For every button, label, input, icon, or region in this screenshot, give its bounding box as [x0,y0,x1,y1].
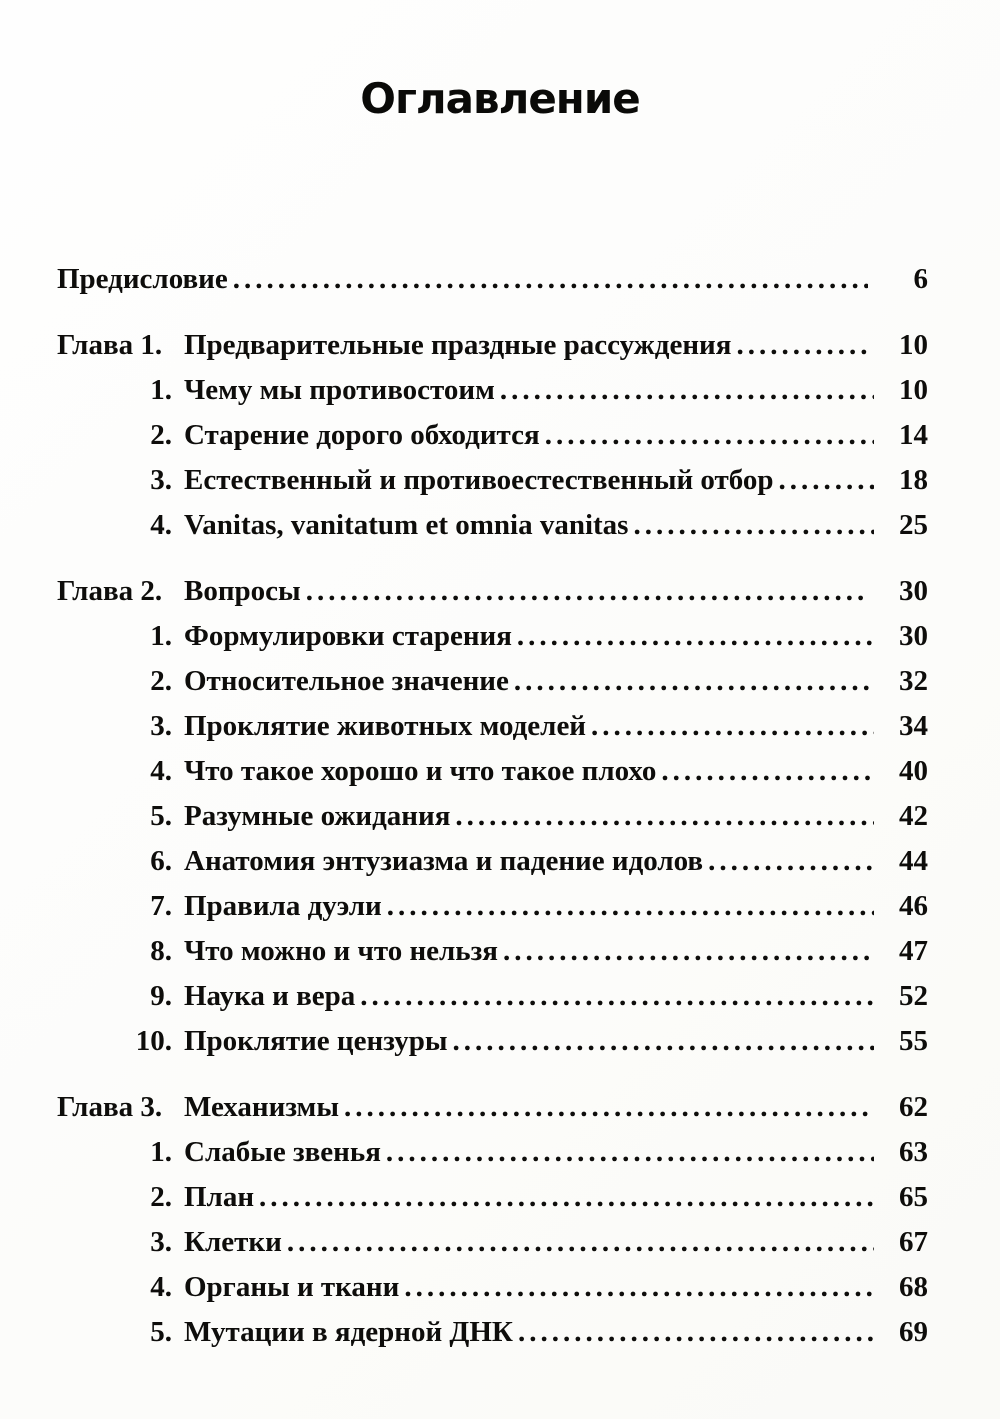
toc-entry [57,614,928,659]
entry-page: 42 [899,800,928,832]
entry-title: Формулировки старения [184,620,512,652]
entry-title: Что такое хорошо и что такое плохо [184,755,657,787]
toc-entry [57,1175,928,1220]
toc-entry [57,659,928,704]
entry-page: 14 [899,419,928,451]
entry-title: План [184,1181,255,1213]
toc-entry [57,884,928,929]
dot-leader [382,884,874,929]
entry-title: Органы и ткани [184,1271,400,1303]
entry-title: Слабые звенья [184,1136,381,1168]
entry-number: 5. [150,800,172,832]
entry-number: 9. [150,980,172,1012]
entry-number: 2. [150,1181,172,1213]
entry-page: 44 [899,845,928,877]
entry-title: Вопросы [184,575,301,607]
entry-page: 30 [899,620,928,652]
entry-number: 1. [150,620,172,652]
entry-page: 52 [899,980,928,1012]
entry-title: Проклятие животных моделей [184,710,587,742]
page-title: Оглавление [360,74,640,123]
entry-page: 63 [899,1136,928,1168]
entry-number: 4. [150,755,172,787]
entry-number: Глава 1. [57,329,163,361]
entry-page: 10 [899,374,928,406]
dot-leader [381,1130,874,1175]
entry-page: 69 [899,1316,928,1348]
dot-leader [254,1175,874,1220]
entry-page: 10 [899,329,928,361]
toc-entry [57,1265,928,1310]
entry-title: Чему мы противостоим [184,374,495,406]
dot-leader [513,1310,874,1355]
entry-page: 47 [899,935,928,967]
entry-page: 32 [899,665,928,697]
dot-leader [628,503,874,548]
dot-leader [509,659,874,704]
toc-entry [57,794,928,839]
entry-number: Глава 3. [57,1091,163,1123]
entry-title: Естественный и противоестественный отбор [184,464,774,496]
entry-number: 10. [135,1025,172,1057]
dot-leader [448,1019,874,1064]
dot-leader [495,368,874,413]
entry-number: 4. [150,509,172,541]
toc-entry [57,1220,928,1265]
toc-entry [57,368,928,413]
entry-title: Анатомия энтузиазма и падение идолов [184,845,704,877]
entry-title: Разумные ожидания [184,800,451,832]
toc-entry [57,1130,928,1175]
entry-page: 30 [899,575,928,607]
toc-entry [57,257,928,302]
dot-leader [228,257,868,302]
entry-number: 3. [150,710,172,742]
entry-number: 5. [150,1316,172,1348]
toc-entry [57,458,928,503]
entry-page: 34 [899,710,928,742]
entry-page: 6 [913,263,928,295]
toc-entry [57,413,928,458]
entry-number: 1. [150,1136,172,1168]
entry-number: 7. [150,890,172,922]
dot-leader [731,323,868,368]
toc-entry [57,1019,928,1064]
entry-title: Предварительные праздные рассуждения [184,329,732,361]
entry-title: Что можно и что нельзя [184,935,498,967]
entry-title: Наука и вера [184,980,356,1012]
entry-page: 62 [899,1091,928,1123]
entry-page: 55 [899,1025,928,1057]
toc-entries [0,257,1000,1355]
entry-title: Предисловие [57,263,228,295]
entry-title: Правила дуэли [184,890,382,922]
toc-entry [57,839,928,884]
dot-leader [355,974,874,1019]
dot-leader [498,929,874,974]
dot-leader [774,458,874,503]
entry-page: 46 [899,890,928,922]
toc-entry [57,749,928,794]
dot-leader [656,749,874,794]
entry-title: Клетки [184,1226,282,1258]
entry-title: Vanitas, vanitatum et omnia vanitas [184,509,629,541]
dot-leader [450,794,874,839]
toc-entry [57,1085,928,1130]
toc-entry [57,704,928,749]
entry-number: 1. [150,374,172,406]
entry-title: Проклятие цензуры [184,1025,448,1057]
toc-entry [57,503,928,548]
dot-leader [301,569,868,614]
entry-page: 25 [899,509,928,541]
entry-number: 2. [150,419,172,451]
dot-leader [282,1220,874,1265]
dot-leader [703,839,874,884]
entry-number: Глава 2. [57,575,163,607]
dot-leader [586,704,874,749]
entry-page: 18 [899,464,928,496]
entry-number: 8. [150,935,172,967]
entry-page: 67 [899,1226,928,1258]
dot-leader [512,614,874,659]
toc-entry [57,929,928,974]
entry-page: 40 [899,755,928,787]
entry-number: 3. [150,464,172,496]
entry-title: Относительное значение [184,665,509,697]
toc-entry [57,323,928,368]
entry-page: 68 [899,1271,928,1303]
toc-entry [57,569,928,614]
entry-title: Механизмы [184,1091,339,1123]
entry-number: 2. [150,665,172,697]
entry-number: 3. [150,1226,172,1258]
toc-entry [57,1310,928,1355]
dot-leader [540,413,874,458]
dot-leader [399,1265,874,1310]
entry-title: Мутации в ядерной ДНК [184,1316,513,1348]
entry-number: 6. [150,845,172,877]
entry-title: Старение дорого обходится [184,419,540,451]
entry-number: 4. [150,1271,172,1303]
toc-entry [57,974,928,1019]
entry-page: 65 [899,1181,928,1213]
dot-leader [339,1085,868,1130]
